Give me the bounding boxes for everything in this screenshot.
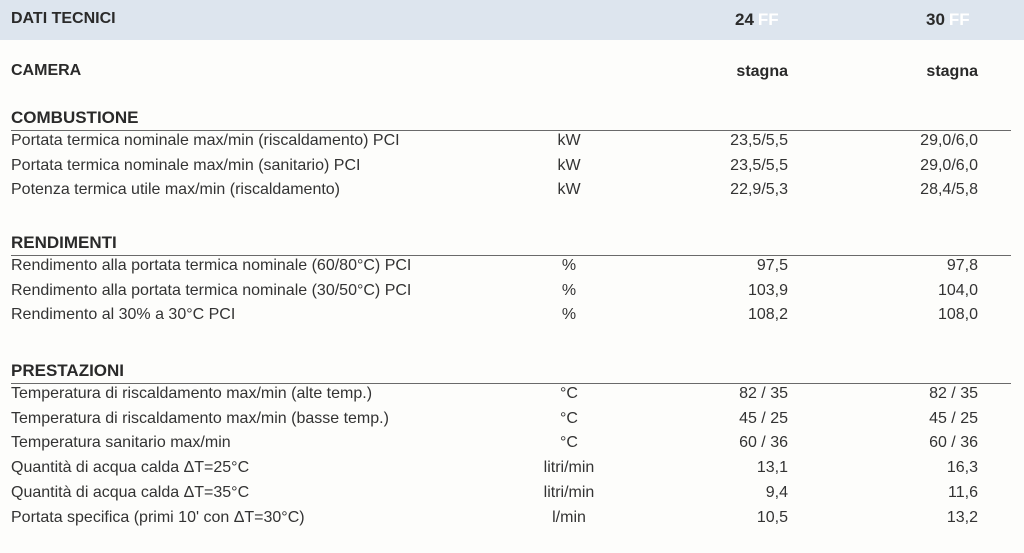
model-suffix: FF (757, 10, 779, 29)
section-divider (11, 383, 1011, 384)
table-row (0, 157, 1024, 181)
row-unit: °C (560, 434, 578, 452)
row-unit: kW (557, 156, 581, 174)
row-unit: kW (557, 181, 581, 199)
value-30: 45 / 25 (929, 409, 978, 427)
model-suffix: FF (948, 10, 970, 29)
row-label: Potenza termica utile max/min (riscaldamento) (11, 181, 341, 199)
value-24: 22,9/5,3 (730, 181, 788, 199)
value-30: 97,8 (946, 257, 978, 274)
row-unit: litri/min (543, 459, 595, 477)
value-24: 103,9 (747, 281, 788, 299)
value-30: 28,4/5,8 (920, 181, 978, 199)
table-row (0, 181, 1024, 205)
row-label: Temperatura sanitario max/min (11, 434, 231, 452)
row-label: Temperatura di riscaldamento max/min (basse temp.) (11, 409, 389, 427)
column-header-30 (926, 10, 970, 30)
table-row (0, 257, 1024, 281)
row-label: Rendimento alla portata termica nominale (60/80°C) PCI (11, 257, 412, 274)
value-30: 108,0 (937, 306, 978, 324)
table-row (0, 385, 1024, 409)
row-unit: °C (560, 409, 578, 427)
value-24: 82 / 35 (739, 385, 788, 402)
value-30: 11,6 (948, 483, 978, 501)
value-24: 9,4 (765, 483, 788, 501)
row-label: Quantità di acqua calda ΔT=35°C (11, 483, 250, 501)
camera-value-24: stagna (736, 63, 788, 80)
value-30: 82 / 35 (929, 385, 978, 402)
value-30: 29,0/6,0 (920, 132, 978, 149)
section-divider (11, 130, 1011, 131)
value-30: 104,0 (937, 281, 978, 299)
table-row (0, 509, 1024, 533)
value-24: 23,5/5,5 (730, 156, 788, 174)
table-row (0, 132, 1024, 156)
table-row (0, 484, 1024, 508)
value-30: 13,2 (946, 508, 978, 526)
column-header-24 (735, 10, 779, 30)
row-unit: % (561, 281, 577, 299)
section-title: COMBUSTIONE (11, 108, 139, 127)
table-row (0, 306, 1024, 330)
section-title: PRESTAZIONI (11, 361, 125, 380)
table-row (0, 459, 1024, 483)
section-title: RENDIMENTI (11, 233, 117, 252)
value-30: 16,3 (946, 459, 978, 477)
table-row (0, 410, 1024, 434)
row-label: Rendimento alla portata termica nominale (30/50°C) PCI (11, 281, 412, 299)
table-row (0, 282, 1024, 306)
table-header (0, 0, 1024, 40)
row-unit: % (561, 257, 577, 274)
row-unit: litri/min (543, 483, 595, 501)
model-number: 24 (735, 10, 754, 29)
row-label: Portata specifica (primi 10' con ΔT=30°C) (11, 508, 305, 526)
row-unit: °C (560, 385, 578, 402)
row-unit: kW (557, 132, 581, 149)
page-title: DATI TECNICI (11, 10, 116, 27)
row-label: Rendimento al 30% a 30°C PCI (11, 306, 236, 324)
value-24: 23,5/5,5 (730, 132, 788, 149)
value-30: 29,0/6,0 (920, 156, 978, 174)
table-row (0, 434, 1024, 458)
value-24: 10,5 (756, 508, 788, 526)
row-unit: % (561, 306, 577, 324)
row-unit: l/min (552, 508, 586, 526)
section-divider (11, 255, 1011, 256)
value-30: 60 / 36 (929, 434, 978, 452)
value-24: 108,2 (747, 306, 788, 324)
camera-value-30: stagna (926, 63, 978, 80)
model-number: 30 (926, 10, 945, 29)
row-label: Portata termica nominale max/min (riscaldamento) PCI (11, 132, 400, 149)
camera-label: CAMERA (11, 62, 82, 79)
row-label: Quantità di acqua calda ΔT=25°C (11, 459, 250, 477)
value-24: 45 / 25 (739, 409, 788, 427)
row-label: Temperatura di riscaldamento max/min (alte temp.) (11, 385, 373, 402)
value-24: 13,1 (756, 459, 788, 477)
value-24: 60 / 36 (739, 434, 788, 452)
row-label: Portata termica nominale max/min (sanitario) PCI (11, 156, 361, 174)
value-24: 97,5 (756, 257, 788, 274)
